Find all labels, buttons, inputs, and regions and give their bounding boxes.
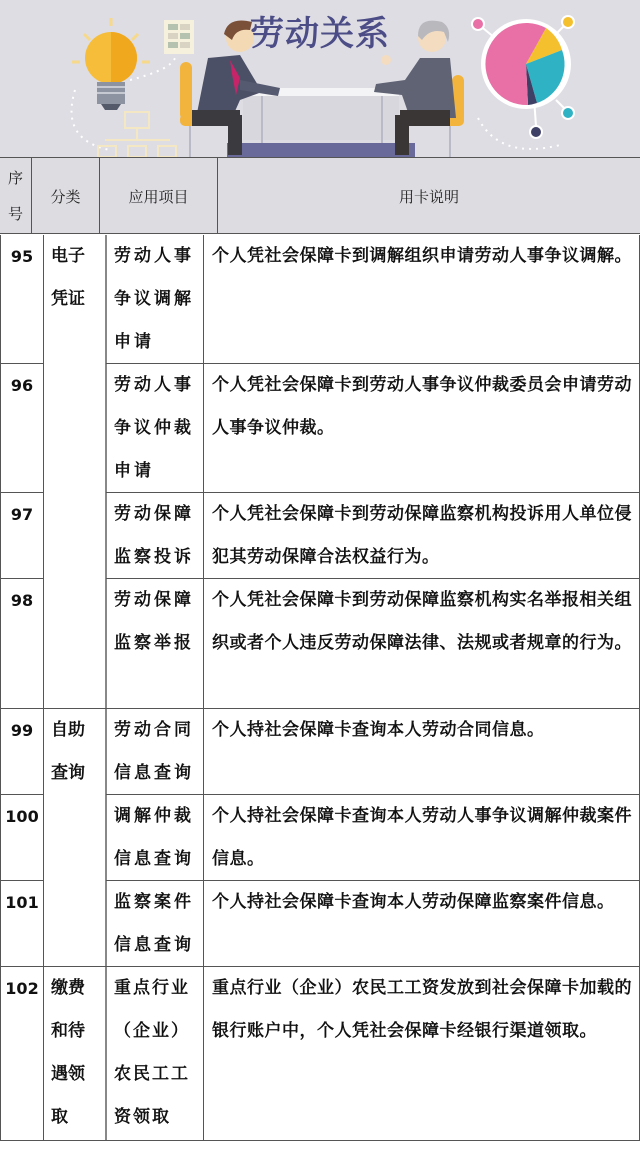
table-header <box>0 157 640 234</box>
row-description: 个人凭社会保障卡到劳动保障监察机构投诉用人单位侵犯其劳动保障合法权益行为。 <box>204 493 640 578</box>
row-number: 97 <box>0 493 44 578</box>
item-line: 劳动人事 <box>114 246 194 266</box>
category-line: 取 <box>51 1107 68 1127</box>
row-number: 100 <box>0 795 44 880</box>
item-line: 资领取 <box>114 1107 171 1127</box>
item-line: 调解仲裁 <box>114 806 194 826</box>
row-number: 98 <box>0 579 44 708</box>
item-line: 劳动保障 <box>114 504 194 524</box>
row-number: 99 <box>0 709 44 794</box>
category-line: 自助 <box>51 720 85 740</box>
light-bulb-icon <box>72 18 150 110</box>
row-item <box>106 709 204 794</box>
row-item <box>106 967 204 1140</box>
item-line: 农民工工 <box>114 1064 190 1084</box>
row-description: 个人持社会保障卡查询本人劳动保障监察案件信息。 <box>204 881 640 966</box>
item-line: 监察举报 <box>114 633 194 653</box>
header-seq-line2: 号 <box>7 205 23 223</box>
header-description: 用卡说明 <box>398 187 459 206</box>
item-line: 信息查询 <box>114 935 194 955</box>
item-line: 监察投诉 <box>114 547 194 567</box>
category-cell-self-service-query <box>44 709 106 966</box>
header-category: 分类 <box>32 158 100 234</box>
item-line: 重点行业 <box>114 978 190 998</box>
row-number: 95 <box>0 235 44 363</box>
row-number: 96 <box>0 364 44 492</box>
item-line: 劳动保障 <box>114 590 194 610</box>
item-line: 信息查询 <box>114 849 194 869</box>
item-line: 信息查询 <box>114 763 194 783</box>
category-line: 电子 <box>51 246 85 266</box>
row-item <box>106 881 204 966</box>
category-line: 凭证 <box>51 289 85 309</box>
category-cell-electronic-voucher <box>44 235 106 708</box>
row-description: 个人凭社会保障卡到调解组织申请劳动人事争议调解。 <box>204 235 640 363</box>
row-description: 重点行业（企业）农民工工资发放到社会保障卡加载的银行账户中，个人凭社会保障卡经银行渠道领取。 <box>204 967 640 1140</box>
flowchart-icon <box>125 112 149 128</box>
header-item: 应用项目 <box>100 158 218 234</box>
category-divider <box>0 708 640 709</box>
pie-chart-icon <box>472 16 574 138</box>
row-description: 个人持社会保障卡查询本人劳动合同信息。 <box>204 709 640 794</box>
header-seq-line1: 序 <box>7 169 23 187</box>
banner-title: 劳动关系 <box>250 14 390 54</box>
row-item <box>106 795 204 880</box>
banner-illustration <box>0 0 640 157</box>
category-line: 遇领 <box>51 1064 85 1084</box>
row-description: 个人凭社会保障卡到劳动人事争议仲裁委员会申请劳动人事争议仲裁。 <box>204 364 640 492</box>
row-number: 102 <box>0 967 44 1140</box>
category-line: 缴费 <box>51 978 85 998</box>
item-line: 申请 <box>114 332 154 352</box>
category-divider <box>0 966 640 967</box>
row-item <box>106 235 204 363</box>
item-line: 申请 <box>114 461 154 481</box>
category-line: 查询 <box>51 763 85 783</box>
item-line: 劳动人事 <box>114 375 194 395</box>
item-line: 争议调解 <box>114 289 194 309</box>
category-line: 和待 <box>51 1021 85 1041</box>
row-item <box>106 493 204 578</box>
row-number: 101 <box>0 881 44 966</box>
item-line: （企业） <box>114 1021 190 1041</box>
item-line: 监察案件 <box>114 892 194 912</box>
header-seq <box>0 158 32 234</box>
row-description: 个人持社会保障卡查询本人劳动人事争议调解仲裁案件信息。 <box>204 795 640 880</box>
row-description: 个人凭社会保障卡到劳动保障监察机构实名举报相关组织或者个人违反劳动保障法律、法规或者规章的行为。 <box>204 579 640 708</box>
row-item <box>106 579 204 708</box>
category-cell-payment-benefits <box>44 967 106 1140</box>
row-item <box>106 364 204 492</box>
item-line: 劳动合同 <box>114 720 194 740</box>
item-line: 争议仲裁 <box>114 418 194 438</box>
